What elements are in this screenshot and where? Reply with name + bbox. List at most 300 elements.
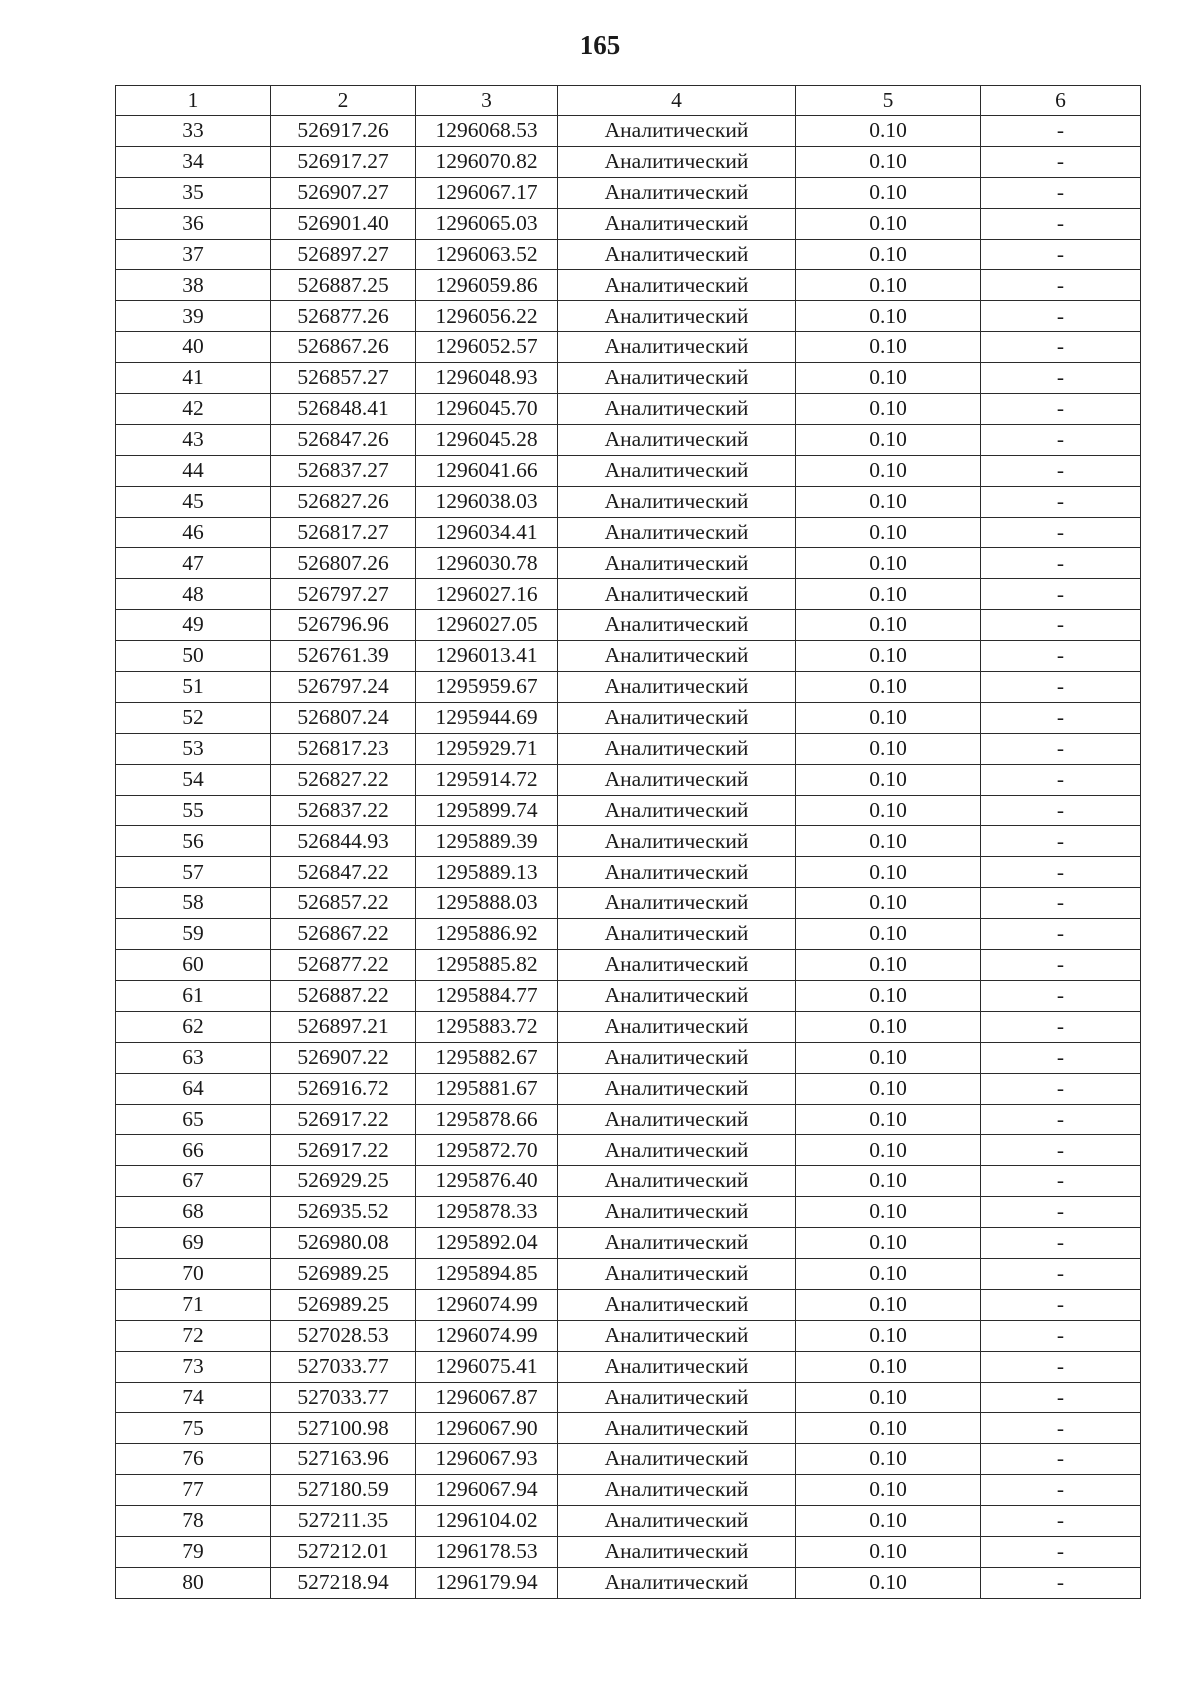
y-coordinate-cell: 1295914.72 — [416, 764, 558, 795]
table-body — [116, 116, 1141, 1599]
y-coordinate-cell: 1295881.67 — [416, 1073, 558, 1104]
accuracy-cell: 0.10 — [796, 517, 981, 548]
y-coordinate-cell: 1295929.71 — [416, 733, 558, 764]
method-cell: Аналитический — [558, 1104, 796, 1135]
method-cell: Аналитический — [558, 764, 796, 795]
method-cell: Аналитический — [558, 1289, 796, 1320]
column-header: 1 — [116, 86, 271, 116]
point-number-cell: 49 — [116, 610, 271, 641]
accuracy-cell: 0.10 — [796, 1444, 981, 1475]
note-cell: - — [981, 239, 1141, 270]
accuracy-cell: 0.10 — [796, 1011, 981, 1042]
point-number-cell: 76 — [116, 1444, 271, 1475]
accuracy-cell: 0.10 — [796, 950, 981, 981]
table-row — [116, 1073, 1141, 1104]
x-coordinate-cell: 526897.27 — [271, 239, 416, 270]
note-cell: - — [981, 363, 1141, 394]
page-number: 165 — [579, 30, 621, 60]
accuracy-cell: 0.10 — [796, 857, 981, 888]
accuracy-cell: 0.10 — [796, 1135, 981, 1166]
y-coordinate-cell: 1296179.94 — [416, 1567, 558, 1598]
accuracy-cell: 0.10 — [796, 1042, 981, 1073]
accuracy-cell: 0.10 — [796, 733, 981, 764]
point-number-cell: 75 — [116, 1413, 271, 1444]
point-number-cell: 63 — [116, 1042, 271, 1073]
note-cell: - — [981, 1444, 1141, 1475]
x-coordinate-cell: 526837.22 — [271, 795, 416, 826]
note-cell: - — [981, 579, 1141, 610]
note-cell: - — [981, 1475, 1141, 1506]
accuracy-cell: 0.10 — [796, 486, 981, 517]
note-cell: - — [981, 1320, 1141, 1351]
table-row — [116, 919, 1141, 950]
accuracy-cell: 0.10 — [796, 888, 981, 919]
note-cell: - — [981, 1506, 1141, 1537]
note-cell: - — [981, 332, 1141, 363]
accuracy-cell: 0.10 — [796, 1073, 981, 1104]
note-cell: - — [981, 177, 1141, 208]
method-cell: Аналитический — [558, 1042, 796, 1073]
x-coordinate-cell: 527033.77 — [271, 1382, 416, 1413]
note-cell: - — [981, 394, 1141, 425]
method-cell: Аналитический — [558, 455, 796, 486]
column-header: 2 — [271, 86, 416, 116]
table-row — [116, 1475, 1141, 1506]
method-cell: Аналитический — [558, 950, 796, 981]
table-row — [116, 1289, 1141, 1320]
point-number-cell: 38 — [116, 270, 271, 301]
table-row — [116, 1258, 1141, 1289]
table-header-row — [116, 86, 1141, 116]
point-number-cell: 73 — [116, 1351, 271, 1382]
accuracy-cell: 0.10 — [796, 208, 981, 239]
table-row — [116, 177, 1141, 208]
method-cell: Аналитический — [558, 1413, 796, 1444]
y-coordinate-cell: 1296067.17 — [416, 177, 558, 208]
table-row — [116, 1382, 1141, 1413]
y-coordinate-cell: 1296013.41 — [416, 641, 558, 672]
point-number-cell: 65 — [116, 1104, 271, 1135]
y-coordinate-cell: 1296041.66 — [416, 455, 558, 486]
point-number-cell: 80 — [116, 1567, 271, 1598]
point-number-cell: 56 — [116, 826, 271, 857]
y-coordinate-cell: 1296056.22 — [416, 301, 558, 332]
coordinates-table-container — [115, 85, 1141, 1599]
note-cell: - — [981, 1289, 1141, 1320]
point-number-cell: 50 — [116, 641, 271, 672]
accuracy-cell: 0.10 — [796, 1567, 981, 1598]
y-coordinate-cell: 1296048.93 — [416, 363, 558, 394]
y-coordinate-cell: 1295885.82 — [416, 950, 558, 981]
y-coordinate-cell: 1296027.16 — [416, 579, 558, 610]
point-number-cell: 69 — [116, 1228, 271, 1259]
note-cell: - — [981, 1228, 1141, 1259]
table-row — [116, 1536, 1141, 1567]
point-number-cell: 79 — [116, 1536, 271, 1567]
table-row — [116, 301, 1141, 332]
table-row — [116, 363, 1141, 394]
x-coordinate-cell: 526827.26 — [271, 486, 416, 517]
note-cell: - — [981, 733, 1141, 764]
table-row — [116, 270, 1141, 301]
method-cell: Аналитический — [558, 1506, 796, 1537]
note-cell: - — [981, 795, 1141, 826]
x-coordinate-cell: 526847.22 — [271, 857, 416, 888]
method-cell: Аналитический — [558, 1536, 796, 1567]
method-cell: Аналитический — [558, 795, 796, 826]
coordinates-table — [115, 85, 1141, 1599]
y-coordinate-cell: 1296068.53 — [416, 116, 558, 147]
table-row — [116, 455, 1141, 486]
note-cell: - — [981, 857, 1141, 888]
x-coordinate-cell: 526844.93 — [271, 826, 416, 857]
y-coordinate-cell: 1296045.70 — [416, 394, 558, 425]
note-cell: - — [981, 672, 1141, 703]
note-cell: - — [981, 1011, 1141, 1042]
table-row — [116, 1166, 1141, 1197]
point-number-cell: 45 — [116, 486, 271, 517]
x-coordinate-cell: 527028.53 — [271, 1320, 416, 1351]
y-coordinate-cell: 1295878.66 — [416, 1104, 558, 1135]
x-coordinate-cell: 526917.22 — [271, 1135, 416, 1166]
x-coordinate-cell: 526877.22 — [271, 950, 416, 981]
method-cell: Аналитический — [558, 826, 796, 857]
point-number-cell: 68 — [116, 1197, 271, 1228]
table-row — [116, 579, 1141, 610]
y-coordinate-cell: 1295872.70 — [416, 1135, 558, 1166]
table-row — [116, 1011, 1141, 1042]
point-number-cell: 47 — [116, 548, 271, 579]
note-cell: - — [981, 301, 1141, 332]
point-number-cell: 71 — [116, 1289, 271, 1320]
table-row — [116, 1320, 1141, 1351]
accuracy-cell: 0.10 — [796, 270, 981, 301]
note-cell: - — [981, 1197, 1141, 1228]
point-number-cell: 57 — [116, 857, 271, 888]
x-coordinate-cell: 526797.27 — [271, 579, 416, 610]
x-coordinate-cell: 526887.25 — [271, 270, 416, 301]
x-coordinate-cell: 526761.39 — [271, 641, 416, 672]
y-coordinate-cell: 1296052.57 — [416, 332, 558, 363]
table-row — [116, 950, 1141, 981]
point-number-cell: 66 — [116, 1135, 271, 1166]
method-cell: Аналитический — [558, 1011, 796, 1042]
x-coordinate-cell: 526857.27 — [271, 363, 416, 394]
point-number-cell: 52 — [116, 702, 271, 733]
y-coordinate-cell: 1296070.82 — [416, 146, 558, 177]
method-cell: Аналитический — [558, 239, 796, 270]
y-coordinate-cell: 1296074.99 — [416, 1289, 558, 1320]
accuracy-cell: 0.10 — [796, 919, 981, 950]
accuracy-cell: 0.10 — [796, 641, 981, 672]
method-cell: Аналитический — [558, 363, 796, 394]
accuracy-cell: 0.10 — [796, 1104, 981, 1135]
x-coordinate-cell: 526857.22 — [271, 888, 416, 919]
point-number-cell: 58 — [116, 888, 271, 919]
y-coordinate-cell: 1295886.92 — [416, 919, 558, 950]
table-row — [116, 888, 1141, 919]
x-coordinate-cell: 526817.27 — [271, 517, 416, 548]
note-cell: - — [981, 919, 1141, 950]
point-number-cell: 54 — [116, 764, 271, 795]
table-row — [116, 486, 1141, 517]
y-coordinate-cell: 1295878.33 — [416, 1197, 558, 1228]
note-cell: - — [981, 1135, 1141, 1166]
y-coordinate-cell: 1296045.28 — [416, 424, 558, 455]
table-row — [116, 1567, 1141, 1598]
y-coordinate-cell: 1296059.86 — [416, 270, 558, 301]
method-cell: Аналитический — [558, 1444, 796, 1475]
point-number-cell: 41 — [116, 363, 271, 394]
x-coordinate-cell: 526989.25 — [271, 1258, 416, 1289]
x-coordinate-cell: 526867.22 — [271, 919, 416, 950]
x-coordinate-cell: 526837.27 — [271, 455, 416, 486]
table-row — [116, 146, 1141, 177]
accuracy-cell: 0.10 — [796, 1536, 981, 1567]
note-cell: - — [981, 980, 1141, 1011]
table-row — [116, 610, 1141, 641]
point-number-cell: 62 — [116, 1011, 271, 1042]
method-cell: Аналитический — [558, 177, 796, 208]
accuracy-cell: 0.10 — [796, 764, 981, 795]
method-cell: Аналитический — [558, 1382, 796, 1413]
y-coordinate-cell: 1296034.41 — [416, 517, 558, 548]
method-cell: Аналитический — [558, 1475, 796, 1506]
x-coordinate-cell: 526877.26 — [271, 301, 416, 332]
point-number-cell: 51 — [116, 672, 271, 703]
accuracy-cell: 0.10 — [796, 980, 981, 1011]
table-row — [116, 208, 1141, 239]
method-cell: Аналитический — [558, 641, 796, 672]
method-cell: Аналитический — [558, 1073, 796, 1104]
x-coordinate-cell: 526848.41 — [271, 394, 416, 425]
point-number-cell: 61 — [116, 980, 271, 1011]
note-cell: - — [981, 826, 1141, 857]
table-row — [116, 702, 1141, 733]
point-number-cell: 74 — [116, 1382, 271, 1413]
note-cell: - — [981, 1413, 1141, 1444]
accuracy-cell: 0.10 — [796, 301, 981, 332]
accuracy-cell: 0.10 — [796, 1258, 981, 1289]
y-coordinate-cell: 1295889.39 — [416, 826, 558, 857]
note-cell: - — [981, 702, 1141, 733]
point-number-cell: 60 — [116, 950, 271, 981]
x-coordinate-cell: 527033.77 — [271, 1351, 416, 1382]
accuracy-cell: 0.10 — [796, 146, 981, 177]
point-number-cell: 72 — [116, 1320, 271, 1351]
x-coordinate-cell: 526917.26 — [271, 116, 416, 147]
y-coordinate-cell: 1295876.40 — [416, 1166, 558, 1197]
table-row — [116, 1042, 1141, 1073]
method-cell: Аналитический — [558, 1258, 796, 1289]
x-coordinate-cell: 526797.24 — [271, 672, 416, 703]
note-cell: - — [981, 1351, 1141, 1382]
accuracy-cell: 0.10 — [796, 177, 981, 208]
y-coordinate-cell: 1295959.67 — [416, 672, 558, 703]
accuracy-cell: 0.10 — [796, 332, 981, 363]
y-coordinate-cell: 1295882.67 — [416, 1042, 558, 1073]
table-row — [116, 1444, 1141, 1475]
method-cell: Аналитический — [558, 857, 796, 888]
method-cell: Аналитический — [558, 332, 796, 363]
table-row — [116, 1197, 1141, 1228]
x-coordinate-cell: 526989.25 — [271, 1289, 416, 1320]
accuracy-cell: 0.10 — [796, 1320, 981, 1351]
y-coordinate-cell: 1295884.77 — [416, 980, 558, 1011]
accuracy-cell: 0.10 — [796, 1351, 981, 1382]
method-cell: Аналитический — [558, 301, 796, 332]
note-cell: - — [981, 548, 1141, 579]
note-cell: - — [981, 641, 1141, 672]
point-number-cell: 35 — [116, 177, 271, 208]
method-cell: Аналитический — [558, 394, 796, 425]
note-cell: - — [981, 950, 1141, 981]
table-row — [116, 1413, 1141, 1444]
accuracy-cell: 0.10 — [796, 579, 981, 610]
method-cell: Аналитический — [558, 980, 796, 1011]
y-coordinate-cell: 1295888.03 — [416, 888, 558, 919]
table-row — [116, 548, 1141, 579]
y-coordinate-cell: 1296104.02 — [416, 1506, 558, 1537]
method-cell: Аналитический — [558, 610, 796, 641]
method-cell: Аналитический — [558, 579, 796, 610]
table-row — [116, 1104, 1141, 1135]
note-cell: - — [981, 1073, 1141, 1104]
x-coordinate-cell: 526916.72 — [271, 1073, 416, 1104]
y-coordinate-cell: 1295889.13 — [416, 857, 558, 888]
accuracy-cell: 0.10 — [796, 1506, 981, 1537]
table-row — [116, 332, 1141, 363]
x-coordinate-cell: 526907.22 — [271, 1042, 416, 1073]
table-row — [116, 980, 1141, 1011]
table-row — [116, 733, 1141, 764]
note-cell: - — [981, 1536, 1141, 1567]
x-coordinate-cell: 527180.59 — [271, 1475, 416, 1506]
column-header: 4 — [558, 86, 796, 116]
point-number-cell: 40 — [116, 332, 271, 363]
accuracy-cell: 0.10 — [796, 702, 981, 733]
accuracy-cell: 0.10 — [796, 1289, 981, 1320]
table-row — [116, 116, 1141, 147]
accuracy-cell: 0.10 — [796, 424, 981, 455]
note-cell: - — [981, 764, 1141, 795]
method-cell: Аналитический — [558, 672, 796, 703]
x-coordinate-cell: 527211.35 — [271, 1506, 416, 1537]
accuracy-cell: 0.10 — [796, 672, 981, 703]
point-number-cell: 46 — [116, 517, 271, 548]
method-cell: Аналитический — [558, 1197, 796, 1228]
x-coordinate-cell: 526917.27 — [271, 146, 416, 177]
note-cell: - — [981, 208, 1141, 239]
x-coordinate-cell: 526929.25 — [271, 1166, 416, 1197]
y-coordinate-cell: 1296030.78 — [416, 548, 558, 579]
method-cell: Аналитический — [558, 270, 796, 301]
accuracy-cell: 0.10 — [796, 548, 981, 579]
x-coordinate-cell: 527218.94 — [271, 1567, 416, 1598]
point-number-cell: 55 — [116, 795, 271, 826]
method-cell: Аналитический — [558, 733, 796, 764]
point-number-cell: 59 — [116, 919, 271, 950]
method-cell: Аналитический — [558, 919, 796, 950]
y-coordinate-cell: 1296067.94 — [416, 1475, 558, 1506]
y-coordinate-cell: 1296074.99 — [416, 1320, 558, 1351]
table-row — [116, 1228, 1141, 1259]
accuracy-cell: 0.10 — [796, 1228, 981, 1259]
method-cell: Аналитический — [558, 424, 796, 455]
table-row — [116, 795, 1141, 826]
y-coordinate-cell: 1295944.69 — [416, 702, 558, 733]
x-coordinate-cell: 527100.98 — [271, 1413, 416, 1444]
x-coordinate-cell: 527163.96 — [271, 1444, 416, 1475]
method-cell: Аналитический — [558, 517, 796, 548]
point-number-cell: 67 — [116, 1166, 271, 1197]
y-coordinate-cell: 1296075.41 — [416, 1351, 558, 1382]
accuracy-cell: 0.10 — [796, 116, 981, 147]
column-header: 3 — [416, 86, 558, 116]
method-cell: Аналитический — [558, 1135, 796, 1166]
accuracy-cell: 0.10 — [796, 1475, 981, 1506]
note-cell: - — [981, 1382, 1141, 1413]
accuracy-cell: 0.10 — [796, 1382, 981, 1413]
note-cell: - — [981, 610, 1141, 641]
x-coordinate-cell: 526807.24 — [271, 702, 416, 733]
accuracy-cell: 0.10 — [796, 610, 981, 641]
note-cell: - — [981, 1567, 1141, 1598]
method-cell: Аналитический — [558, 548, 796, 579]
point-number-cell: 36 — [116, 208, 271, 239]
point-number-cell: 43 — [116, 424, 271, 455]
method-cell: Аналитический — [558, 1351, 796, 1382]
table-row — [116, 424, 1141, 455]
table-row — [116, 857, 1141, 888]
x-coordinate-cell: 526980.08 — [271, 1228, 416, 1259]
accuracy-cell: 0.10 — [796, 394, 981, 425]
point-number-cell: 42 — [116, 394, 271, 425]
method-cell: Аналитический — [558, 1320, 796, 1351]
method-cell: Аналитический — [558, 1567, 796, 1598]
method-cell: Аналитический — [558, 1228, 796, 1259]
table-row — [116, 239, 1141, 270]
y-coordinate-cell: 1296063.52 — [416, 239, 558, 270]
note-cell: - — [981, 1166, 1141, 1197]
x-coordinate-cell: 526847.26 — [271, 424, 416, 455]
x-coordinate-cell: 526827.22 — [271, 764, 416, 795]
table-row — [116, 394, 1141, 425]
table-row — [116, 672, 1141, 703]
accuracy-cell: 0.10 — [796, 1413, 981, 1444]
point-number-cell: 33 — [116, 116, 271, 147]
column-header: 6 — [981, 86, 1141, 116]
point-number-cell: 39 — [116, 301, 271, 332]
point-number-cell: 78 — [116, 1506, 271, 1537]
note-cell: - — [981, 116, 1141, 147]
note-cell: - — [981, 1258, 1141, 1289]
column-header: 5 — [796, 86, 981, 116]
y-coordinate-cell: 1296067.93 — [416, 1444, 558, 1475]
x-coordinate-cell: 526867.26 — [271, 332, 416, 363]
note-cell: - — [981, 424, 1141, 455]
method-cell: Аналитический — [558, 888, 796, 919]
method-cell: Аналитический — [558, 116, 796, 147]
x-coordinate-cell: 526897.21 — [271, 1011, 416, 1042]
x-coordinate-cell: 526817.23 — [271, 733, 416, 764]
x-coordinate-cell: 526907.27 — [271, 177, 416, 208]
x-coordinate-cell: 527212.01 — [271, 1536, 416, 1567]
y-coordinate-cell: 1296027.05 — [416, 610, 558, 641]
accuracy-cell: 0.10 — [796, 455, 981, 486]
point-number-cell: 34 — [116, 146, 271, 177]
x-coordinate-cell: 526917.22 — [271, 1104, 416, 1135]
